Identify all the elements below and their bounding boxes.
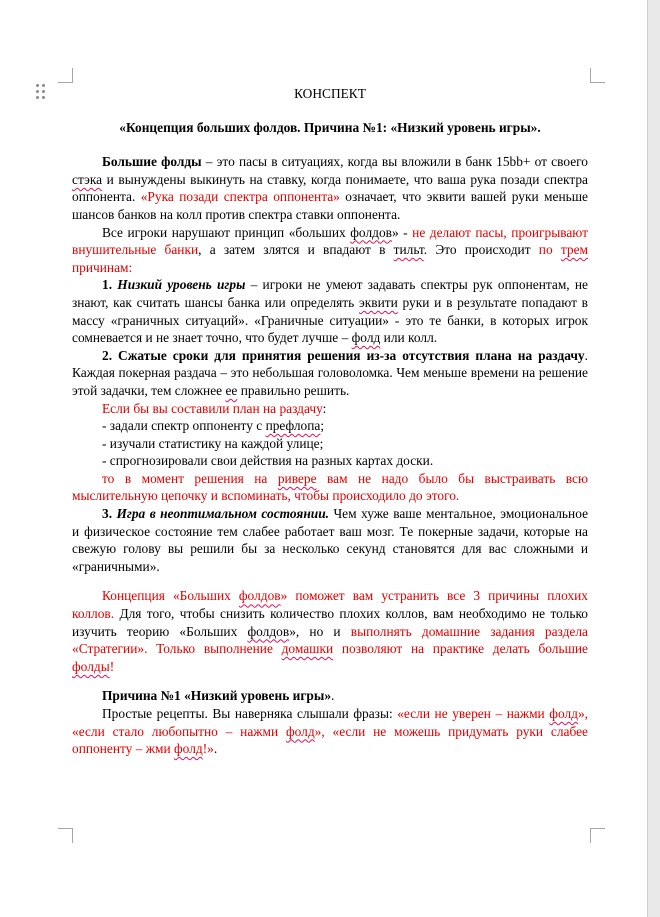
list-item: - спрогнозировали свои действия на разных картах доски. (102, 453, 434, 469)
document-title: КОНСПЕКТ (294, 86, 366, 101)
text-run: Простые рецепты. Вы наверняка слышали фразы: (102, 706, 398, 721)
spell-error-word: фолд (285, 723, 315, 739)
text-run: - задали спектр оппоненту с (102, 418, 266, 434)
reason-heading: 2. Сжатые сроки для принятия решения из-за отсутствия плана на раздачу (102, 347, 585, 363)
text-run: : (322, 400, 327, 416)
text-run: или колл. (380, 330, 438, 346)
reason-number: 3. (102, 506, 117, 522)
spell-error-word: фолдов (238, 588, 281, 604)
spell-error-word: фолдов (350, 224, 392, 240)
paragraph-definition (72, 153, 588, 223)
text-run: . (331, 688, 335, 704)
crop-mark-bottom-left (58, 828, 73, 843)
list-item: - изучали статистику на каждой улице; (102, 435, 324, 451)
text-run: . Каждая покерная раздача – это небольшая головоломка. Чем меньше времени на решение этой задачки, тем сложнее (72, 347, 588, 398)
spell-error-word: стэка (72, 171, 103, 187)
spell-error-word: фолд (174, 741, 203, 757)
highlight-text: по (538, 242, 561, 258)
text-run: руки и в результате попадают в массу «граничных ситуаций». «Граничные ситуации» - это те банки, в которых игрок сомневается и не знает точно, что будет лучше – (72, 294, 588, 346)
spell-error-word: фолдов (247, 623, 290, 639)
highlight-text: Если бы вы составили план на раздачу (102, 400, 323, 416)
text-run: . Это происходит (423, 242, 539, 258)
term-big-folds: Большие фолды (102, 154, 202, 170)
spell-error-word: фолды (72, 658, 110, 674)
paragraph-reason-3 (72, 505, 588, 575)
text-run: и вынуждены выкинуть на ставку, когда понимаете, что ваша рука позади спектра оппонента. (72, 171, 588, 205)
text-run: Чем хуже ваше ментальное, эмоциональное и физическое состояние тем слабее работает ваш мозг. Те покерные задачи, которые на свежую голову вы решили бы за несколько секунд становятся для вас сложными и «граничными». (72, 506, 589, 574)
reason-number: 1. (102, 277, 118, 293)
spell-error-word: ривере (277, 470, 317, 486)
highlight-text: ! (109, 658, 115, 674)
reason-heading: Низкий уровень игры (117, 277, 246, 293)
document-subtitle: «Концепция больших фолдов. Причина №1: «Низкий уровень игры». (119, 119, 541, 135)
plan-conclusion (72, 470, 588, 505)
highlight-text: » поможет вам устранить все 3 причины плохих коллов. (72, 588, 588, 622)
text-run: вам не надо было бы выстраивать всю мыслительную цепочку и вспоминать, чтобы происходило до этого. (72, 470, 588, 504)
highlight-text: не делают пасы, проигрывают внушительные банки (72, 224, 588, 258)
highlight-text: », «если не можешь придумать руки слабее оппоненту – жми (72, 723, 588, 757)
spell-error-word: ее (225, 382, 238, 398)
section-heading (72, 687, 588, 705)
text-run: », но и (289, 623, 351, 639)
text-run: – игроки не умеют задавать спектры рук оппонентам, не знают, как считать шансы банка или определять (72, 277, 588, 310)
reason-heading: Игра в неоптимальном состоянии. (116, 506, 330, 522)
highlight-quote: «Рука позади спектра оппонента» (140, 189, 340, 205)
spell-error-word: домашки (281, 641, 334, 657)
heading-text: Причина №1 «Низкий уровень игры» (102, 688, 332, 704)
spell-error-word: трем (560, 242, 588, 258)
spell-error-word: фолд (351, 330, 381, 346)
spell-error-word: префлопа (265, 418, 321, 434)
crop-mark-bottom-right (590, 828, 605, 843)
text-run: то в момент решения на (102, 470, 278, 486)
text-run: » - (391, 224, 413, 240)
text-run: Для того, чтобы снизить количество плохих коллов, вам необходимо не только изучить теорию «Больших (72, 606, 588, 639)
paragraph-principle (72, 224, 588, 277)
spell-error-word: тильт (393, 242, 424, 258)
paragraph-reason-2 (72, 347, 588, 400)
highlight-text: Концепция «Больших (102, 588, 239, 604)
text-run: правильно решить. (237, 382, 350, 398)
crop-mark-top-right (590, 68, 605, 83)
paragraph-recipes (72, 705, 588, 758)
paragraph-conclusion (72, 587, 588, 675)
document-body[interactable] (72, 85, 588, 758)
text-run: ; (320, 418, 325, 434)
text-run: . (213, 741, 218, 757)
text-run: – это пасы в ситуациях, когда вы вложили в банк 15bb+ от своего (201, 154, 588, 170)
text-run: , а затем злятся и впадают в (198, 242, 394, 258)
highlight-text: », «если стало любопытно – нажми (72, 706, 589, 739)
text-run: означает, что эквити вашей руки меньше шансов банков на колл против спектра ставки оппонента. (72, 189, 588, 222)
plan-intro (72, 400, 588, 418)
list-item (72, 417, 588, 435)
highlight-text: «если не уверен – нажми (397, 706, 550, 721)
spell-error-word: фолд (549, 706, 578, 721)
spell-error-word: эквити (359, 294, 398, 310)
crop-mark-top-left (58, 68, 73, 83)
text-run: Все игроки нарушают принцип «больших (102, 224, 351, 240)
paragraph-reason-1 (72, 276, 588, 346)
highlight-text: причинам: (72, 259, 133, 275)
drag-handle-icon[interactable] (36, 84, 46, 100)
highlight-text: позволяют на практике делать большие (333, 641, 588, 657)
highlight-text: выполнять домашние задания раздела «Стратегии». Только выполнение (72, 623, 588, 657)
highlight-text: !» (202, 741, 214, 757)
